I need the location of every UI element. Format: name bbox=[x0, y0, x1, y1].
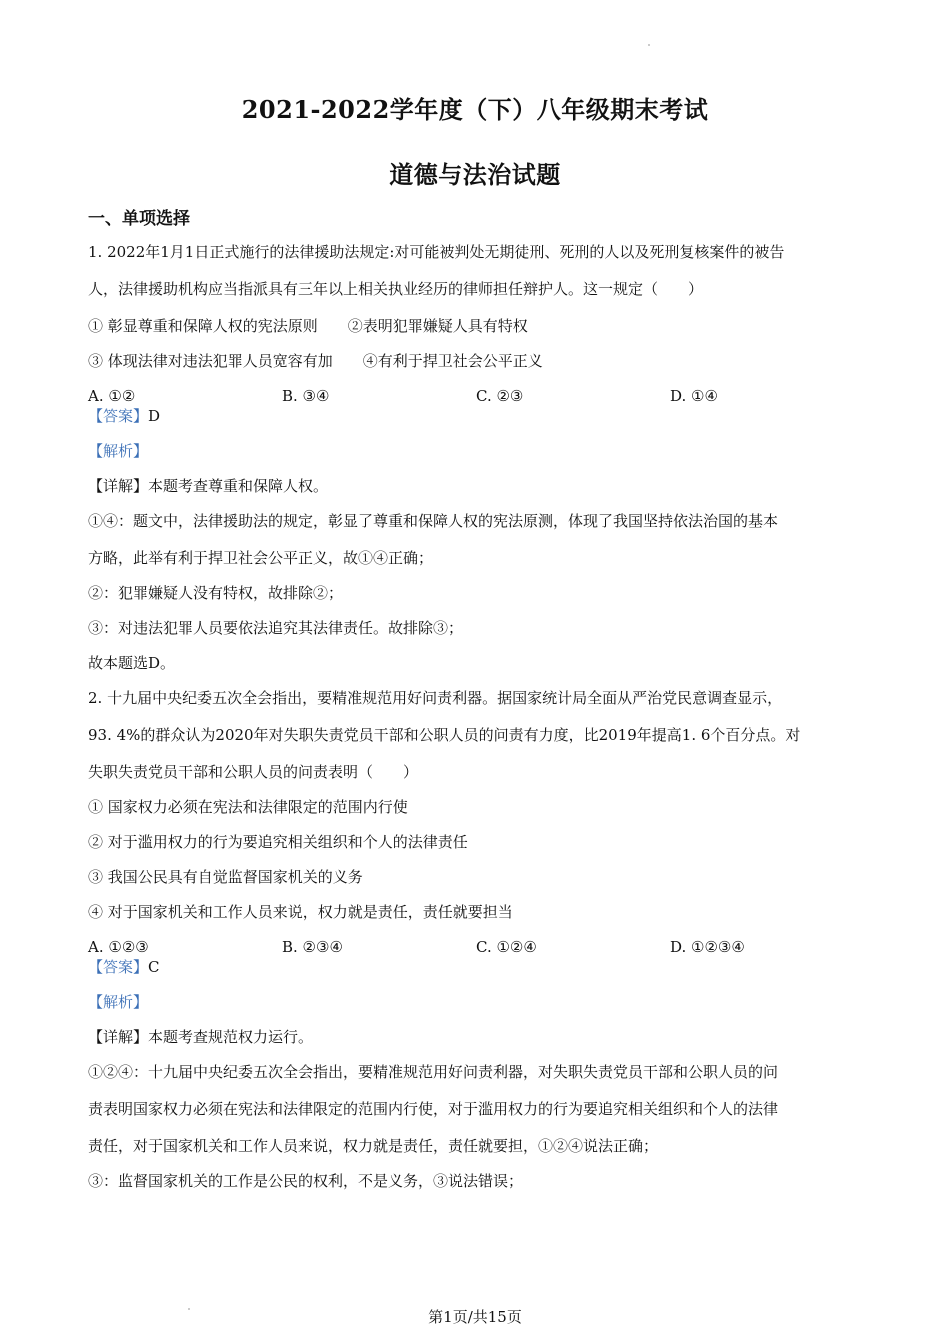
q2-option-d: D. ①②③④ bbox=[670, 938, 745, 956]
q1-item-line2: ③ 体现法律对违法犯罪人员宽容有加 ④有利于捍卫社会公平正义 bbox=[88, 352, 543, 370]
analysis-tag: 【解析】 bbox=[88, 993, 149, 1011]
q2-explanation-line3: 责任，对于国家机关和工作人员来说，权力就是责任，责任就要担，①②④说法正确； bbox=[88, 1137, 659, 1155]
q2-item-2: ② 对于滥用权力的行为要追究相关组织和个人的法律责任 bbox=[88, 833, 468, 851]
q2-answer bbox=[88, 957, 868, 977]
q2-item-1: ① 国家权力必须在宪法和法律限定的范围内行使 bbox=[88, 798, 408, 816]
q1-option-b: B. ③④ bbox=[282, 387, 330, 405]
q2-answer-value: C bbox=[148, 958, 160, 976]
document-body bbox=[88, 207, 868, 1206]
q2-stem-line3: 失职失责党员干部和公职人员的问责表明（ ） bbox=[88, 763, 419, 781]
q2-item-4: ④ 对于国家机关和工作人员来说，权力就是责任，责任就要担当 bbox=[88, 903, 513, 921]
q1-option-d: D. ①④ bbox=[670, 387, 718, 405]
q2-stem-line1: 2. 十九届中央纪委五次全会指出，要精准规范用好问责利器。据国家统计局全面从严治党民意调查显示， bbox=[88, 689, 783, 707]
q2-option-b: B. ②③④ bbox=[282, 938, 343, 956]
q1-answer bbox=[88, 406, 868, 426]
q1-detail bbox=[88, 476, 868, 496]
q2-analysis-tag bbox=[88, 992, 868, 1012]
q1-option-c: C. ②③ bbox=[476, 387, 524, 405]
question-2 bbox=[88, 688, 868, 1191]
q1-detail-intro: 本题考查尊重和保障人权。 bbox=[148, 477, 329, 495]
detail-tag: 【详解】 bbox=[88, 477, 149, 495]
q2-explanation-line2: 责表明国家权力必须在宪法和法律限定的范围内行使，对于滥用权力的行为要追究相关组织和个人的法律 bbox=[88, 1100, 779, 1118]
q1-explanation-2: ②：犯罪嫌疑人没有特权，故排除②； bbox=[88, 584, 344, 602]
q1-conclusion: 故本题选D。 bbox=[88, 654, 176, 672]
q1-stem-line1: 1. 2022年1月1日正式施行的法律援助法规定:对可能被判处无期徒刑、死刑的人以及死刑复核案件的被告 bbox=[88, 243, 785, 261]
q1-stem-line2: 人，法律援助机构应当指派具有三年以上相关执业经历的律师担任辩护人。这一规定（ ） bbox=[88, 280, 704, 298]
scan-dot bbox=[648, 44, 650, 46]
q2-detail bbox=[88, 1027, 868, 1047]
answer-tag: 【答案】 bbox=[88, 407, 149, 425]
q1-explanation-3: ③：对违法犯罪人员要依法追究其法律责任。故排除③； bbox=[88, 619, 464, 637]
q1-explanation-line1: ①④：题文中，法律援助法的规定，彰显了尊重和保障人权的宪法原测，体现了我国坚持依法治国的基本 bbox=[88, 512, 779, 530]
question-1 bbox=[88, 242, 868, 673]
detail-tag: 【详解】 bbox=[88, 1028, 149, 1046]
q2-option-a: A. ①②③ bbox=[88, 938, 149, 956]
q1-explanation-line2: 方略，此举有利于捍卫社会公平正义，故①④正确； bbox=[88, 549, 434, 567]
q2-stem-line2: 93. 4%的群众认为2020年对失职失责党员干部和公职人员的问责有力度，比2019年提高1. 6个百分点。对 bbox=[88, 726, 801, 744]
q2-option-c: C. ①②④ bbox=[476, 938, 537, 956]
subject-title: 道德与法治试题 bbox=[389, 160, 561, 189]
q2-explanation-line1: ①②④：十九届中央纪委五次全会指出，要精准规范用好问责利器，对失职失责党员干部和公职人员的问 bbox=[88, 1063, 779, 1081]
analysis-tag: 【解析】 bbox=[88, 442, 149, 460]
section-heading: 一、单项选择 bbox=[88, 209, 190, 229]
q1-options bbox=[88, 386, 868, 406]
answer-tag: 【答案】 bbox=[88, 958, 149, 976]
exam-title: 2021-2022学年度（下）八年级期末考试 bbox=[241, 95, 709, 124]
q1-item-line1: ① 彰显尊重和保障人权的宪法原则 ②表明犯罪嫌疑人具有特权 bbox=[88, 317, 528, 335]
q1-analysis-tag bbox=[88, 441, 868, 461]
q1-answer-value: D bbox=[148, 407, 161, 425]
q2-options bbox=[88, 937, 868, 957]
q1-option-a: A. ①② bbox=[88, 387, 136, 405]
q2-item-3: ③ 我国公民具有自觉监督国家机关的义务 bbox=[88, 868, 363, 886]
q2-explanation-2: ③：监督国家机关的工作是公民的权利，不是义务，③说法错误； bbox=[88, 1172, 524, 1190]
q2-detail-intro: 本题考查规范权力运行。 bbox=[148, 1028, 314, 1046]
page-number: 第1页/共15页 bbox=[428, 1308, 522, 1326]
